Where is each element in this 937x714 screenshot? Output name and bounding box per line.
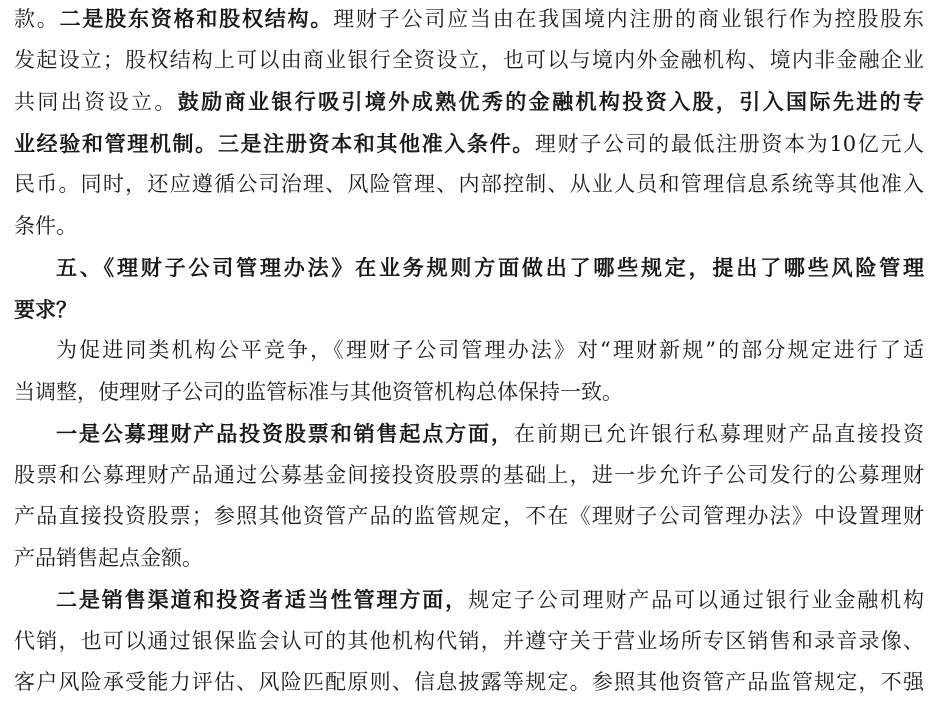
text-segment: 股票和公募理财产品通过公募基金间接投资股票的基础上，进一步允许子公司发行的公募理财 bbox=[14, 462, 924, 487]
text-line bbox=[14, 206, 924, 248]
text-segment: 在前期已允许银行私募理财产品直接投资 bbox=[513, 422, 925, 446]
text-line bbox=[14, 40, 924, 82]
text-line bbox=[14, 496, 924, 538]
bold-heading-segment: 业经验和管理机制。三是注册资本和其他准入条件。 bbox=[14, 130, 535, 156]
text-line bbox=[14, 164, 924, 206]
text-segment: 产品直接投资股票；参照其他资管产品的监管规定，不在《理财子公司管理办法》中设置理财 bbox=[14, 504, 924, 528]
text-segment: 理财子公司应当由在我国境内注册的商业银行作为控股股东 bbox=[333, 7, 925, 31]
text-segment: 款。 bbox=[14, 7, 60, 31]
text-segment: 产品销售起点金额。 bbox=[14, 545, 203, 570]
text-line bbox=[14, 662, 924, 704]
document-page bbox=[14, 0, 924, 704]
text-segment: 当调整，使理财子公司的监管标准与其他资管机构总体保持一致。 bbox=[14, 379, 623, 404]
text-line bbox=[14, 413, 924, 455]
bold-heading-segment: 二是股东资格和股权结构。 bbox=[59, 6, 334, 31]
text-line bbox=[14, 0, 924, 40]
text-segment: 条件。 bbox=[14, 213, 77, 238]
bold-heading-segment: 二是销售渠道和投资者适当性管理方面， bbox=[56, 587, 469, 612]
text-line bbox=[14, 579, 924, 621]
section-heading-text: 要求？ bbox=[14, 296, 77, 322]
text-segment: 理财子公司的最低注册资本为10亿元人 bbox=[534, 131, 924, 156]
text-line bbox=[14, 81, 924, 123]
text-segment: 共同出资设立。 bbox=[14, 90, 178, 114]
text-segment: 规定子公司理财产品可以通过银行业金融机构 bbox=[468, 588, 925, 612]
text-line bbox=[14, 372, 924, 414]
section-heading bbox=[14, 289, 924, 331]
text-line bbox=[14, 123, 924, 165]
text-line bbox=[14, 621, 924, 663]
section-heading bbox=[14, 247, 924, 289]
text-line bbox=[14, 455, 924, 497]
bold-heading-segment: 一是公募理财产品投资股票和销售起点方面， bbox=[56, 421, 514, 446]
text-line bbox=[14, 330, 924, 372]
text-segment: 为促进同类机构公平竞争，《理财子公司管理办法》对“理财新规”的部分规定进行了适 bbox=[56, 338, 924, 362]
text-segment: 民币。同时，还应遵循公司治理、风险管理、内部控制、从业人员和管理信息系统等其他准入 bbox=[14, 172, 924, 196]
bold-text-segment: 鼓励商业银行吸引境外成熟优秀的金融机构投资入股，引入国际先进的专 bbox=[177, 89, 924, 114]
text-segment: 代销，也可以通过银保监会认可的其他机构代销，并遵守关于营业场所专区销售和录音录像、 bbox=[14, 628, 924, 653]
text-line bbox=[14, 538, 924, 580]
text-segment: 发起设立；股权结构上可以由商业银行全资设立，也可以与境内外金融机构、境内非金融企业 bbox=[14, 47, 924, 72]
text-segment: 客户风险承受能力评估、风险匹配原则、信息披露等规定。参照其他资管产品监管规定，不强 bbox=[14, 670, 924, 694]
section-heading-text: 五、《理财子公司管理办法》在业务规则方面做出了哪些规定，提出了哪些风险管理 bbox=[56, 255, 924, 280]
